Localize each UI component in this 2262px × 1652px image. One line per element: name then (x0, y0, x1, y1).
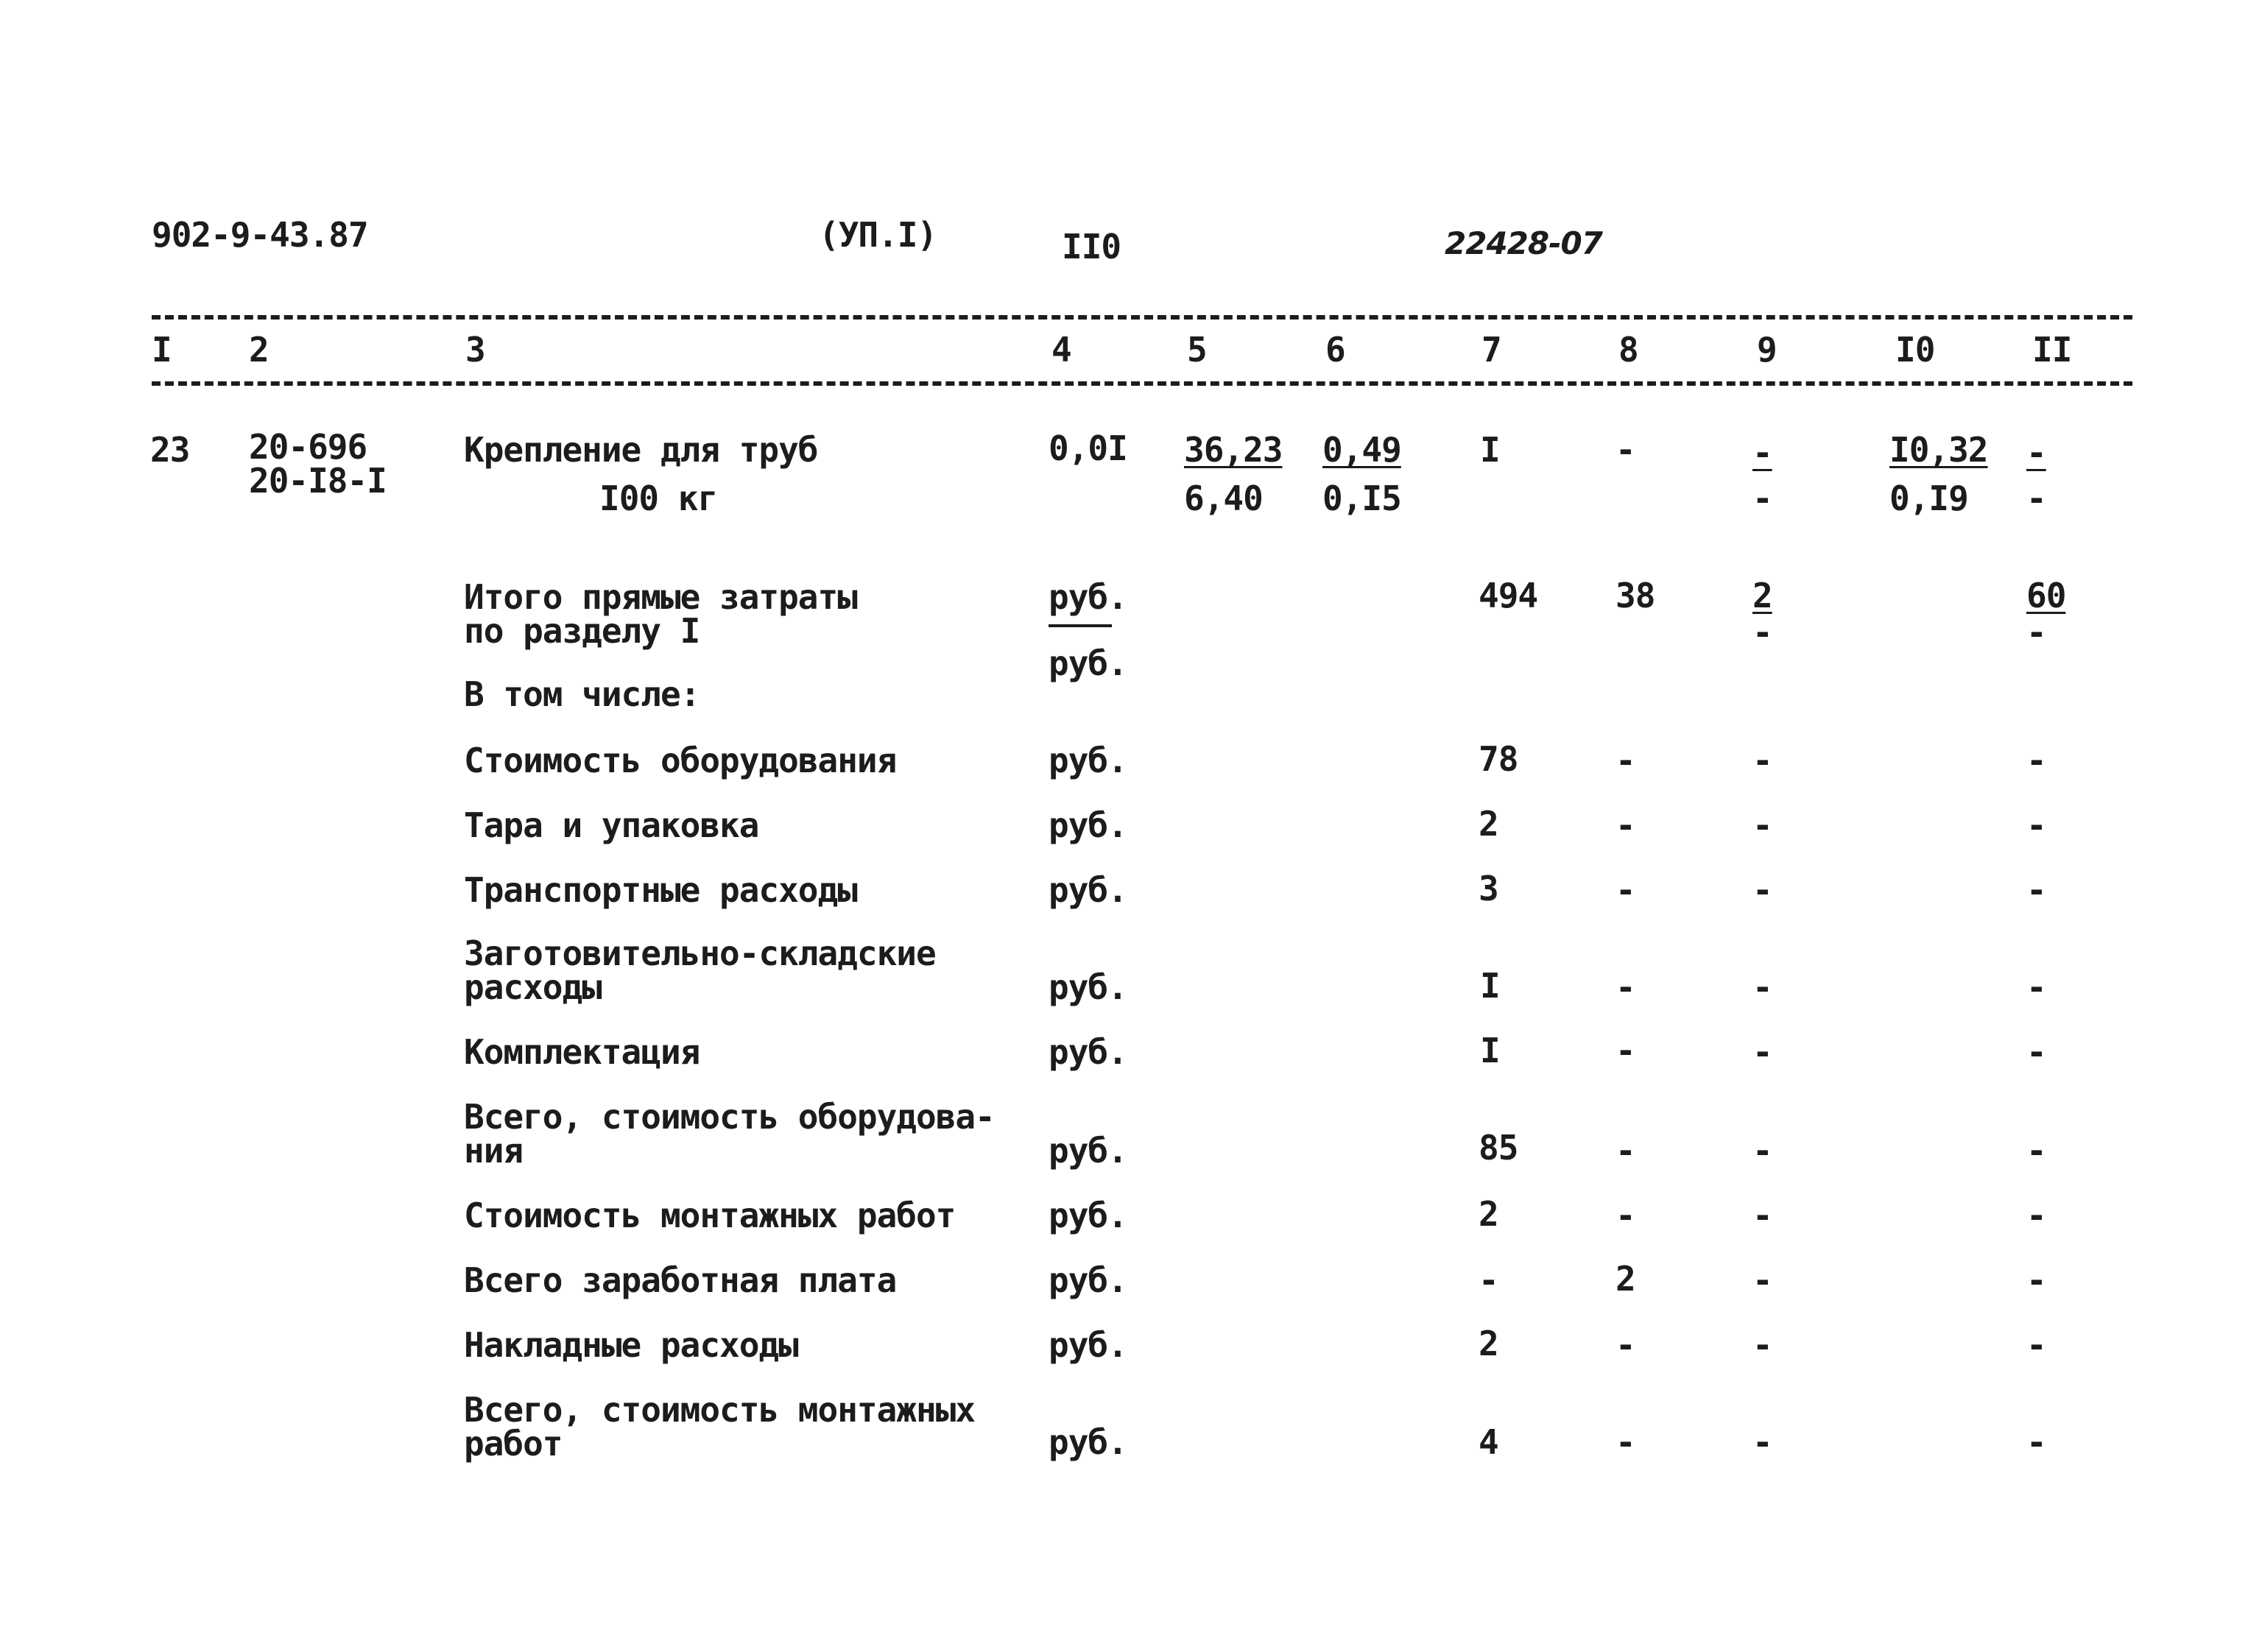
total-direct-col11-bottom: - (2026, 613, 2046, 652)
row-label: Всего заработная плата (464, 1260, 897, 1300)
handwritten-stamp-number: 22428-07 (1445, 225, 1602, 261)
row-col11: - (2026, 1131, 2046, 1171)
row-unit: руб. (1049, 1131, 1127, 1171)
row-col9: - (1752, 1325, 1772, 1365)
row-unit: руб. (1049, 1325, 1127, 1365)
row-col7: 2 (1479, 804, 1498, 844)
item-col11-top: - (2026, 433, 2046, 473)
row-col7: 3 (1479, 869, 1498, 908)
row-col7: 2 (1479, 1194, 1498, 1234)
total-direct-label-1: Итого прямые затраты (464, 577, 857, 617)
row-col11: - (2026, 1032, 2046, 1072)
row-label-line1: Всего, стоимость оборудова- (464, 1097, 995, 1137)
row-unit: руб. (1049, 1032, 1127, 1072)
row-col8: - (1616, 1131, 1635, 1171)
row-col8: - (1616, 1196, 1635, 1235)
row-label: Стоимость оборудования (464, 741, 897, 780)
row-col11: - (2026, 1422, 2046, 1462)
column-header-6: 6 (1325, 330, 1345, 370)
row-col7: I (1480, 966, 1500, 1006)
row-col8: - (1616, 741, 1635, 780)
row-label: Транспортные расходы (464, 870, 857, 910)
row-label-line2: ния (464, 1131, 524, 1171)
page-number: II0 (1062, 227, 1121, 266)
column-header-8: 8 (1618, 330, 1638, 370)
column-header-9: 9 (1757, 330, 1777, 370)
doc-number: 902-9-43.87 (152, 215, 368, 255)
item-col10-top: I0,32 (1889, 430, 1988, 470)
total-direct-unit-fraction-line (1049, 624, 1112, 627)
row-col7: I (1480, 1031, 1500, 1070)
row-col11: - (2026, 967, 2046, 1007)
item-quantity: 0,0I (1049, 428, 1127, 468)
row-label-line1: Заготовительно-складские (464, 933, 936, 973)
row-label: Накладные расходы (464, 1325, 798, 1365)
item-col5-top: 36,23 (1184, 430, 1283, 470)
row-col9: - (1752, 1131, 1772, 1171)
item-col8: - (1616, 430, 1635, 470)
header-rule-bottom (152, 381, 2132, 386)
row-col9: - (1752, 1260, 1772, 1300)
row-col9: - (1752, 967, 1772, 1007)
total-direct-col9-top: 2 (1752, 576, 1772, 615)
header-rule-top (152, 315, 2132, 320)
row-unit: руб. (1049, 805, 1127, 845)
section-code: (УП.I) (819, 215, 937, 255)
item-col9-bottom: - (1752, 479, 1772, 518)
row-label-line2: работ (464, 1424, 563, 1464)
row-col9: - (1752, 1032, 1772, 1072)
column-header-11: II (2032, 330, 2072, 370)
item-number: 23 (150, 430, 190, 470)
including-label: В том числе: (464, 674, 700, 714)
row-col8: - (1616, 1422, 1635, 1462)
column-header-1: I (152, 330, 172, 370)
column-header-4: 4 (1051, 330, 1071, 370)
total-direct-label-2: по разделу I (464, 611, 700, 651)
row-col7: 85 (1479, 1128, 1518, 1168)
row-label: Комплектация (464, 1032, 700, 1072)
item-code-bottom: 20-I8-I (249, 461, 387, 501)
column-header-5: 5 (1187, 330, 1207, 370)
item-code-top: 20-696 (249, 427, 367, 467)
row-col9: - (1752, 1196, 1772, 1235)
row-col11: - (2026, 870, 2046, 910)
item-unit: I00 кг (599, 479, 718, 518)
row-col7: 4 (1479, 1422, 1498, 1462)
item-col6-top: 0,49 (1322, 430, 1401, 470)
column-header-3: 3 (465, 330, 485, 370)
row-col9: - (1752, 805, 1772, 845)
row-unit: руб. (1049, 870, 1127, 910)
row-col8: - (1616, 967, 1635, 1007)
item-col5-bottom: 6,40 (1184, 479, 1263, 518)
total-direct-col8: 38 (1616, 576, 1655, 615)
row-col11: - (2026, 805, 2046, 845)
column-header-10: I0 (1895, 330, 1935, 370)
row-col8: - (1616, 1031, 1635, 1070)
column-header-2: 2 (249, 330, 269, 370)
row-col9: - (1752, 741, 1772, 780)
item-col10-bottom: 0,I9 (1889, 479, 1968, 518)
row-unit: руб. (1049, 1260, 1127, 1300)
item-col11-bottom: - (2026, 479, 2046, 518)
total-direct-unit-top: руб. (1049, 577, 1127, 617)
row-col7: - (1479, 1260, 1498, 1300)
row-col8: - (1616, 870, 1635, 910)
row-unit: руб. (1049, 741, 1127, 780)
item-col7: I (1480, 430, 1500, 470)
row-label-line2: расходы (464, 967, 602, 1007)
total-direct-col9-bottom: - (1752, 613, 1772, 652)
total-direct-col7: 494 (1479, 576, 1538, 615)
row-unit: руб. (1049, 967, 1127, 1007)
row-col9: - (1752, 1422, 1772, 1462)
row-col11: - (2026, 1325, 2046, 1365)
row-label: Тара и упаковка (464, 805, 759, 845)
row-col11: - (2026, 1196, 2046, 1235)
row-col11: - (2026, 1260, 2046, 1300)
item-col9-top: - (1752, 433, 1772, 473)
item-name: Крепление для труб (464, 430, 818, 470)
row-unit: руб. (1049, 1422, 1127, 1462)
total-direct-col11-top: 60 (2026, 576, 2066, 615)
row-col8: - (1616, 1325, 1635, 1365)
row-col7: 2 (1479, 1324, 1498, 1363)
row-col8: 2 (1616, 1259, 1635, 1299)
row-col11: - (2026, 741, 2046, 780)
row-unit: руб. (1049, 1196, 1127, 1235)
row-col7: 78 (1479, 739, 1518, 779)
total-direct-unit-bottom: руб. (1049, 643, 1127, 683)
row-col9: - (1752, 870, 1772, 910)
row-label-line1: Всего, стоимость монтажных (464, 1390, 976, 1430)
item-col6-bottom: 0,I5 (1322, 479, 1401, 518)
column-header-7: 7 (1481, 330, 1501, 370)
row-label: Стоимость монтажных работ (464, 1196, 956, 1235)
row-col8: - (1616, 805, 1635, 845)
